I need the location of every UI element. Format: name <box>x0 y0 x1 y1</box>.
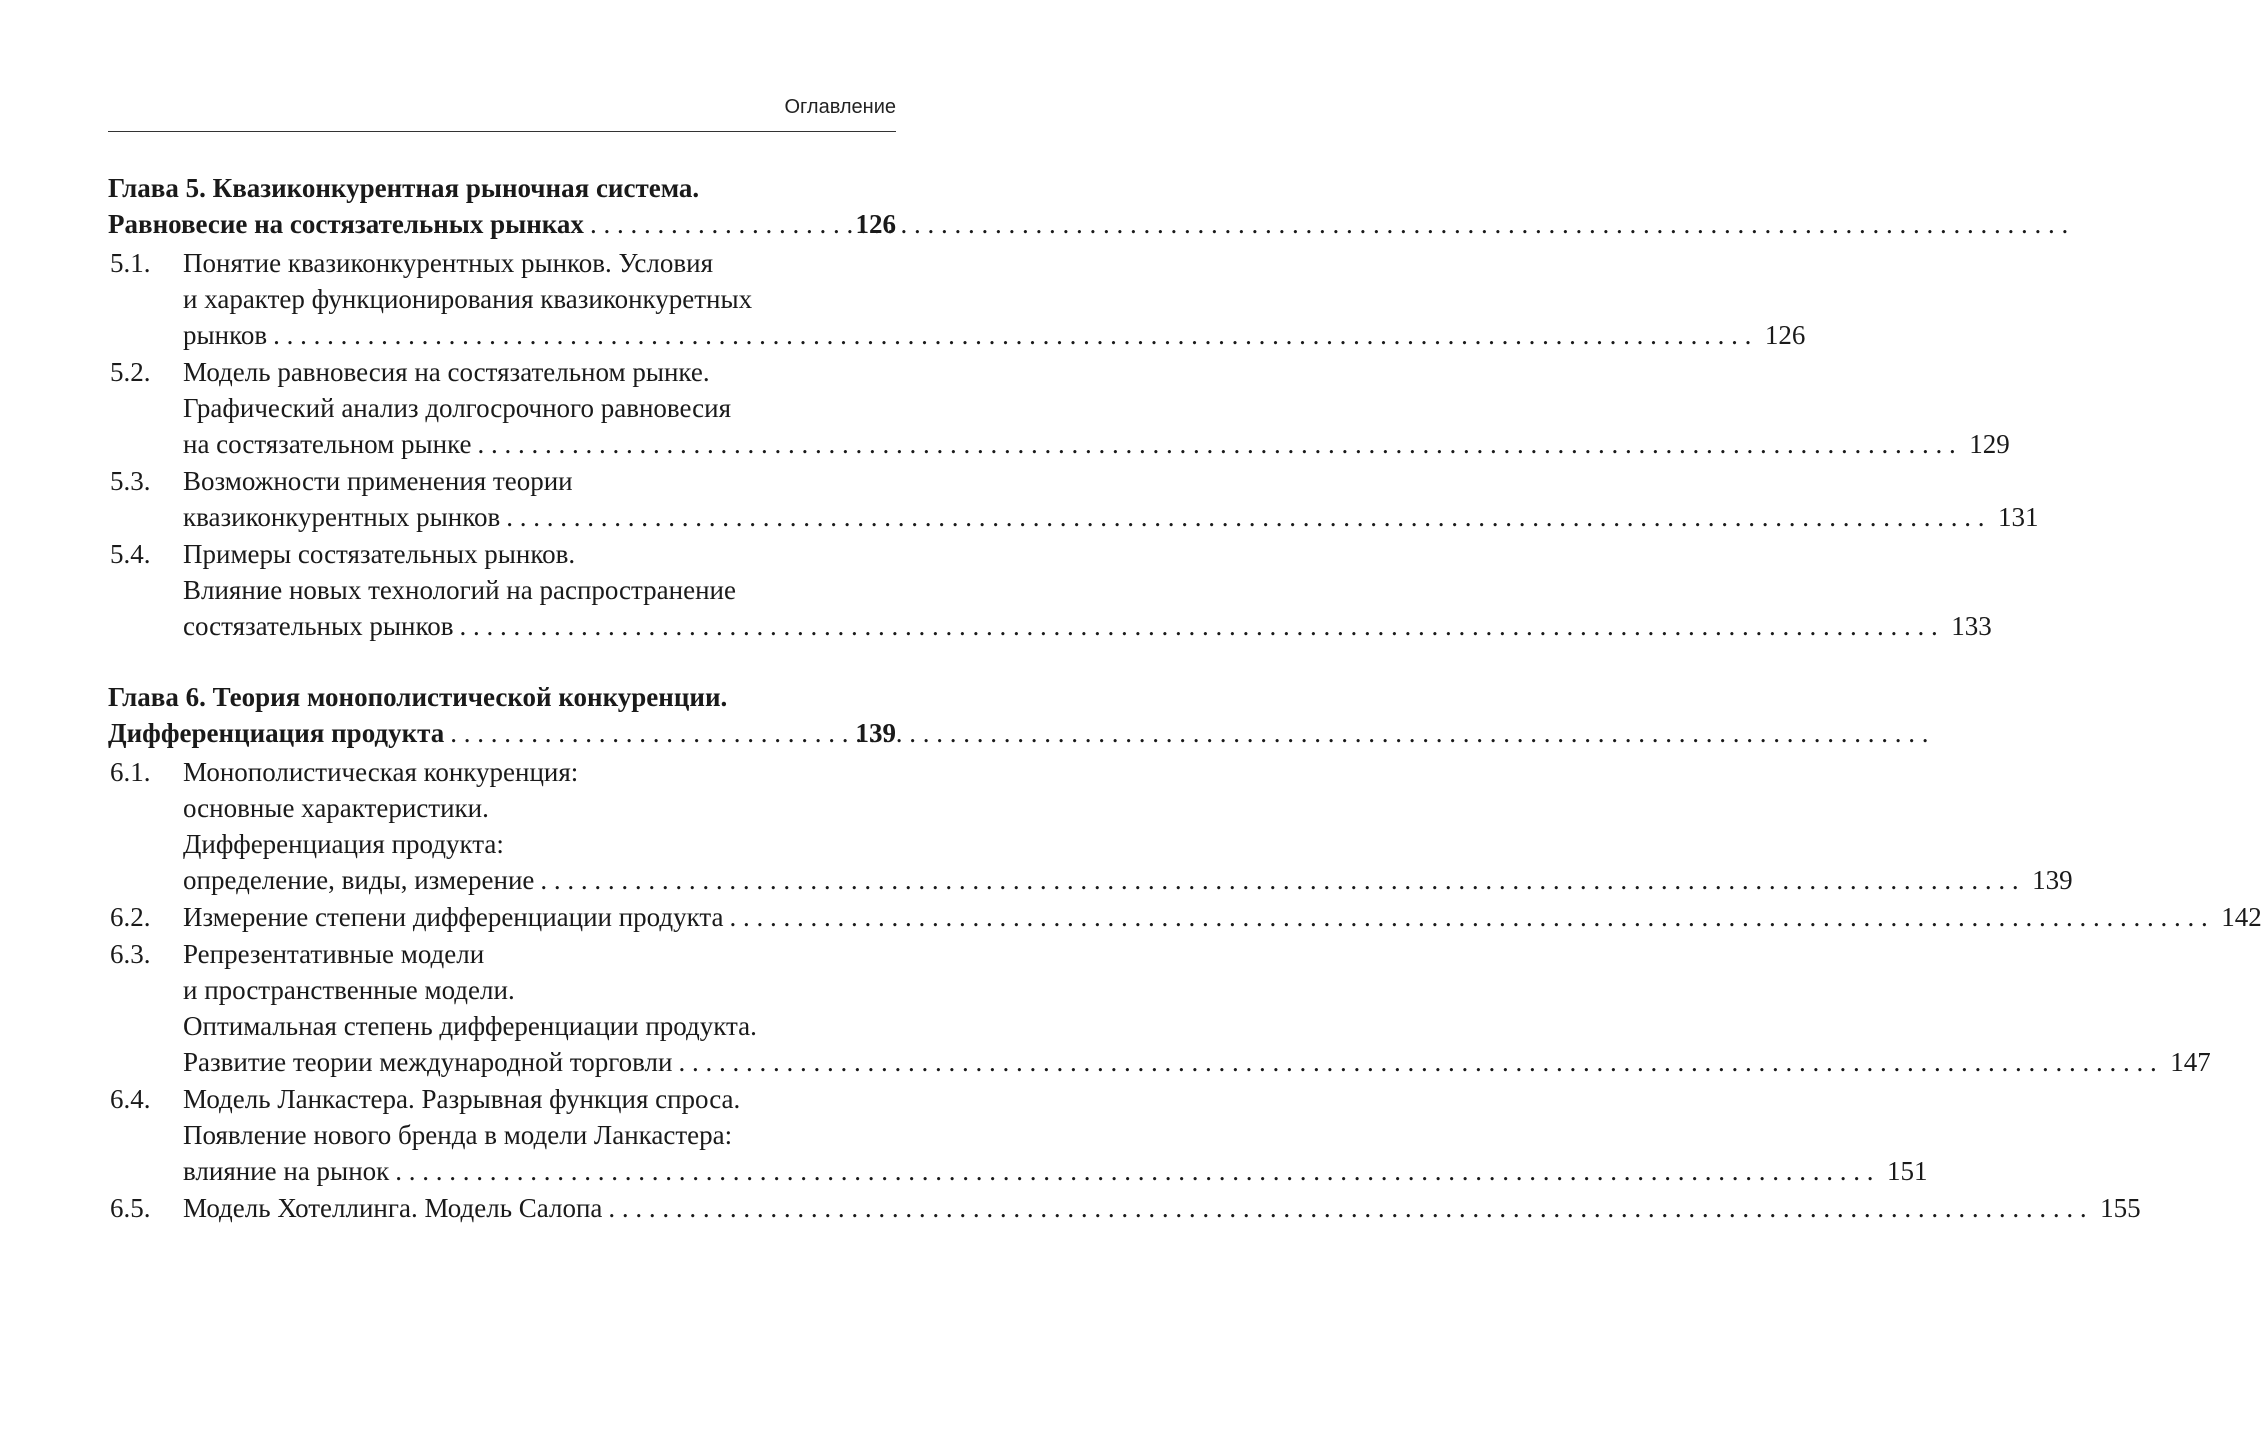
section-number: 6.2. <box>110 902 151 932</box>
dot-leader <box>273 317 1751 353</box>
section-number: 5.1. <box>110 248 151 278</box>
section-number: 5.4. <box>110 539 151 569</box>
page-number: 131 <box>1997 502 2039 532</box>
running-head-title: Оглавление <box>784 96 896 118</box>
chapter-title-line: Глава 6. Теория монополистической конкуренции. <box>108 682 728 712</box>
section-title-last-line <box>183 862 2073 898</box>
chapter-spacer <box>108 645 896 679</box>
section-title-line: Монополистическая конкуренция: <box>183 757 579 787</box>
chapter-heading[interactable] <box>108 170 896 242</box>
section-title-line: влияние на рынок <box>183 1156 390 1186</box>
section-title-line: рынков <box>183 320 268 350</box>
section-body <box>183 899 2262 935</box>
section-body <box>183 536 1992 644</box>
section-number: 6.3. <box>110 939 151 969</box>
toc-section[interactable] <box>108 936 2211 1080</box>
section-title-last-line <box>183 608 1992 644</box>
toc-section[interactable] <box>108 463 2039 535</box>
toc-section[interactable] <box>108 754 2073 898</box>
section-title-line: Развитие теории международной торговли <box>183 1047 673 1077</box>
toc-section[interactable] <box>108 1081 1928 1189</box>
section-title-line: квазиконкурентных рынков <box>183 502 501 532</box>
dot-leader <box>506 499 1984 535</box>
section-title-line: Модель Ланкастера. Разрывная функция спроса. <box>183 1084 741 1114</box>
section-title-line: Модель равновесия на состязательном рынке. <box>183 357 710 387</box>
section-title-last-line <box>183 1044 2211 1080</box>
section-number: 6.5. <box>110 1193 151 1223</box>
dot-leader <box>608 1190 2086 1226</box>
page-number: 151 <box>1887 1156 1928 1186</box>
section-title-line: Возможности применения теории <box>183 466 573 496</box>
dot-leader <box>590 206 842 242</box>
section-title-line: Дифференциация продукта: <box>183 829 504 859</box>
section-title-line: Графический анализ долгосрочного равновесия <box>183 393 731 423</box>
section-body <box>183 354 2010 462</box>
section-title-line: определение, виды, измерение <box>183 865 535 895</box>
page-number: 126 <box>855 209 896 239</box>
section-title-line: Примеры состязательных рынков. <box>183 539 576 569</box>
section-title-line: основные характеристики. <box>183 793 489 823</box>
chapter-title-last-line <box>108 715 896 751</box>
page-number: 147 <box>2170 1047 2211 1077</box>
section-body <box>183 1081 1928 1189</box>
toc-section[interactable] <box>108 536 1992 644</box>
section-body <box>183 936 2211 1080</box>
section-title-line: Влияние новых технологий на распространение <box>183 575 736 605</box>
section-title-last-line <box>183 426 2010 462</box>
section-title-line: Понятие квазиконкурентных рынков. Условия <box>183 248 713 278</box>
section-title-line: и пространственные модели. <box>183 975 515 1005</box>
section-title-last-line <box>183 1153 1928 1189</box>
dot-leader <box>678 1044 2156 1080</box>
section-body <box>183 754 2073 898</box>
section-title-line: Измерение степени дифференциации продукта <box>183 902 724 932</box>
page-number: 139 <box>855 718 896 748</box>
header-rule <box>108 131 896 132</box>
section-body <box>183 245 1805 353</box>
dot-leader <box>540 862 2018 898</box>
page-number: 126 <box>1764 320 1806 350</box>
chapter-title-line: Глава 5. Квазиконкурентная рыночная система. <box>108 173 700 203</box>
section-number: 5.2. <box>110 357 151 387</box>
chapter-heading[interactable] <box>108 679 896 751</box>
dot-leader <box>459 608 1937 644</box>
section-body <box>183 463 2038 535</box>
section-number: 6.1. <box>110 757 151 787</box>
toc-section[interactable] <box>108 245 1806 353</box>
chapter-title-last-line <box>108 206 896 242</box>
toc-section[interactable] <box>108 1190 2141 1226</box>
section-title-line: состязательных рынков <box>183 611 454 641</box>
section-title-line: и характер функционирования квазиконкуретных <box>183 284 753 314</box>
section-title-line: Модель Хотеллинга. Модель Салопа <box>183 1193 603 1223</box>
page-number: 129 <box>1969 429 2010 459</box>
page-number: 139 <box>2032 865 2073 895</box>
dot-leader <box>478 426 1956 462</box>
dot-leader <box>395 1153 1873 1189</box>
table-of-contents <box>108 170 2262 1227</box>
page-number: 155 <box>2100 1193 2141 1223</box>
dot-leader <box>450 715 842 751</box>
section-number: 5.3. <box>110 466 151 496</box>
section-body <box>183 1190 2141 1226</box>
dot-leader <box>730 899 2208 935</box>
section-title-line: Оптимальная степень дифференциации продукта. <box>183 1011 757 1041</box>
toc-section[interactable] <box>108 354 2010 462</box>
chapter-title-line: Равновесие на состязательных рынках <box>108 209 584 239</box>
section-title-last-line <box>183 499 2038 535</box>
toc-section[interactable] <box>108 899 2262 935</box>
chapter-title-line: Дифференциация продукта <box>108 718 445 748</box>
page-number: 142 <box>2221 902 2262 932</box>
section-title-last-line <box>183 317 1805 353</box>
section-title-last-line <box>183 899 2262 935</box>
section-title-line: Появление нового бренда в модели Ланкастера: <box>183 1120 733 1150</box>
section-title-line: на состязательном рынке <box>183 429 472 459</box>
page-number: 133 <box>1951 611 1992 641</box>
section-title-last-line <box>183 1190 2141 1226</box>
section-title-line: Репрезентативные модели <box>183 939 485 969</box>
section-number: 6.4. <box>110 1084 151 1114</box>
